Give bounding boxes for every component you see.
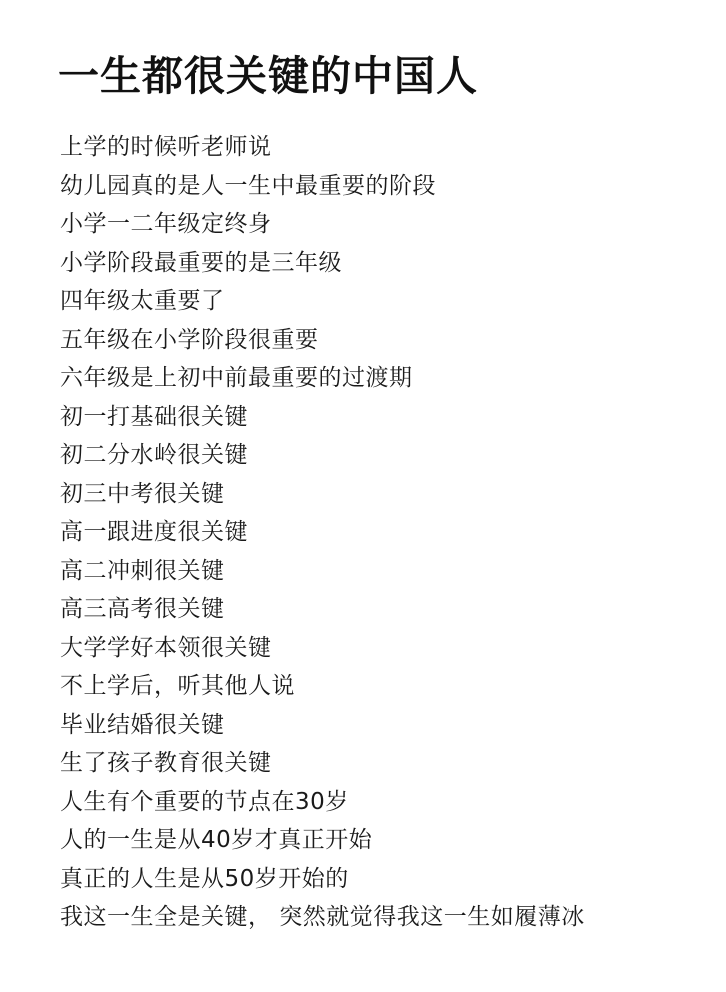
title-part-before: 一生都很 <box>58 52 226 100</box>
text-line: 真正的人生是从50岁开始的 <box>60 865 349 892</box>
text-line: 五年级在小学阶段很重要 <box>60 326 319 353</box>
text-line: 生了孩子教育很关键 <box>60 750 272 776</box>
title-highlight <box>226 48 310 104</box>
text-line: 小学一二年级定终身 <box>60 211 272 237</box>
text-line: 高二冲刺很关键 <box>60 557 225 584</box>
text-line: 大学学好本领很关键 <box>60 634 272 661</box>
text-line: 上学的时候听老师说 <box>60 134 272 160</box>
text-line: 初一打基础很关键 <box>60 403 248 430</box>
text-line: 人的一生是从40岁才真正开始 <box>60 827 373 853</box>
text-line: 六年级是上初中前最重要的过渡期 <box>60 365 413 391</box>
text-line: 初三中考很关键 <box>60 480 225 507</box>
text-line: 初二分水岭很关键 <box>60 442 248 468</box>
text-line: 高一跟进度很关键 <box>60 519 248 545</box>
article-title <box>58 48 478 104</box>
text-line: 四年级太重要了 <box>60 288 225 314</box>
text-lines <box>60 128 585 937</box>
text-line: 人生有个重要的节点在30岁 <box>60 788 349 815</box>
text-line: 毕业结婚很关键 <box>60 711 225 738</box>
text-line: 我这一生全是关键， 突然就觉得我这一生如履薄冰 <box>60 904 585 930</box>
title-highlight-text: 关键 <box>226 52 310 100</box>
text-line: 幼儿园真的是人一生中最重要的阶段 <box>60 172 436 199</box>
title-part-after: 的中国人 <box>310 52 478 100</box>
text-line: 高三高考很关键 <box>60 596 225 622</box>
text-line: 不上学后，听其他人说 <box>60 673 295 699</box>
text-line: 小学阶段最重要的是三年级 <box>60 249 342 276</box>
